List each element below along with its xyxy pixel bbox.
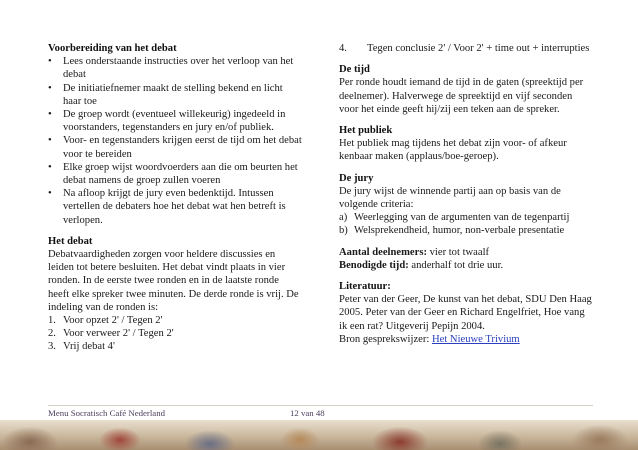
round-number: 3. (48, 341, 56, 353)
list-item (339, 211, 593, 224)
rounds-list-continued (339, 42, 593, 55)
left-column (48, 42, 302, 354)
duration-line (339, 259, 593, 272)
list-item (339, 42, 593, 55)
source-line (339, 333, 593, 346)
heading-voorbereiding: Voorbereiding van het debat (48, 43, 177, 54)
literature-paragraph: Peter van der Geer, De kunst van het debat, SDU Den Haag 2005. Peter van der Geer en Richard Engelfriet, Hoe vang ik een rat? Uitgeverij Pepijn 2004. (339, 294, 592, 332)
list-item: • Elke groep wijst woordvoerders aan die om beurten het debat namens de groep zullen voeren (48, 161, 302, 187)
participants-line (339, 246, 593, 259)
list-item: • Na afloop krijgt de jury even bedenktijd. Intussen vertellen de debaters hoe het debat wat hen betreft is verlopen. (48, 187, 302, 227)
criterion-letter: a) (339, 212, 348, 224)
right-column (339, 42, 593, 346)
audience-paragraph: Het publiek mag tijdens het debat zijn voor- of afkeur kenbaar maken (applaus/boe-geroep). (339, 138, 567, 163)
heading-het-publiek: Het publiek (339, 125, 393, 137)
list-item: • Lees onderstaande instructies over het verloop van het debat (48, 55, 302, 81)
heading-het-debat: Het debat (48, 235, 93, 247)
source-label: Bron gesprekswijzer: (339, 333, 430, 345)
list-item: • De initiatiefnemer maakt de stelling bekend en licht haar toe (48, 82, 302, 108)
list-item (48, 314, 302, 327)
list-item (339, 224, 593, 237)
heading-de-jury: De jury (339, 172, 374, 184)
source-link[interactable]: Het Nieuwe Trivium (431, 333, 520, 345)
round-text: Voor opzet 2' / Tegen 2' (63, 315, 163, 327)
round-text: Tegen conclusie 2' / Voor 2' + time out + interrupties (367, 43, 590, 54)
list-item (48, 340, 302, 353)
round-text: Voor verweer 2' / Tegen 2' (63, 328, 174, 340)
round-number: 1. (48, 315, 56, 327)
round-text: Vrij debat 4' (63, 341, 115, 353)
duration-value: anderhalf tot drie uur. (411, 259, 504, 271)
heading-de-tijd: De tijd (339, 64, 370, 76)
list-item (48, 327, 302, 340)
list-item: • De groep wordt (eventueel willekeurig) ingedeeld in voorstanders, tegenstanders en jury en/of publiek. (48, 108, 302, 134)
participants-label: Aantal deelnemers: (339, 246, 427, 258)
jury-paragraph: De jury wijst de winnende partij aan op basis van de volgende criteria: (339, 185, 561, 211)
time-paragraph: Per ronde houdt iemand de tijd in de gaten (spreektijd per deelnemer). Halverwege de spreektijd en vijf seconden voor het einde geeft hij/zij een teken aan de spreker. (339, 77, 584, 115)
duration-label: Benodigde tijd: (339, 259, 409, 271)
rounds-list (48, 314, 302, 354)
heading-literatuur: Literatuur: (339, 281, 391, 293)
criteria-list (339, 211, 593, 237)
list-item: • Voor- en tegenstanders krijgen eerst de tijd om het debat voor te bereiden (48, 134, 302, 160)
footer-divider (48, 405, 593, 406)
participants-value: vier tot twaalf (429, 246, 490, 258)
criterion-text: Welsprekendheid, humor, non-verbale presentatie (354, 225, 565, 237)
debate-paragraph: Debatvaardigheden zorgen voor heldere discussies en leiden tot betere besluiten. Het debat vindt plaats in vier ronden. In de eerste twee ronden en in de laatste ronde heeft elke spreker twee minuten. De derde ronde is vrij. De indeling van de ronden is: (48, 249, 299, 313)
criterion-letter: b) (339, 225, 348, 237)
round-number: 2. (48, 328, 56, 340)
criterion-text: Weerlegging van de argumenten van de tegenpartij (354, 212, 570, 224)
fresco-banner-image (0, 420, 638, 450)
page-number: 12 van 48 (290, 408, 325, 418)
round-number: 4. (339, 43, 347, 54)
footer-title: Menu Socratisch Café Nederland (48, 408, 166, 418)
preparation-list (48, 55, 302, 227)
